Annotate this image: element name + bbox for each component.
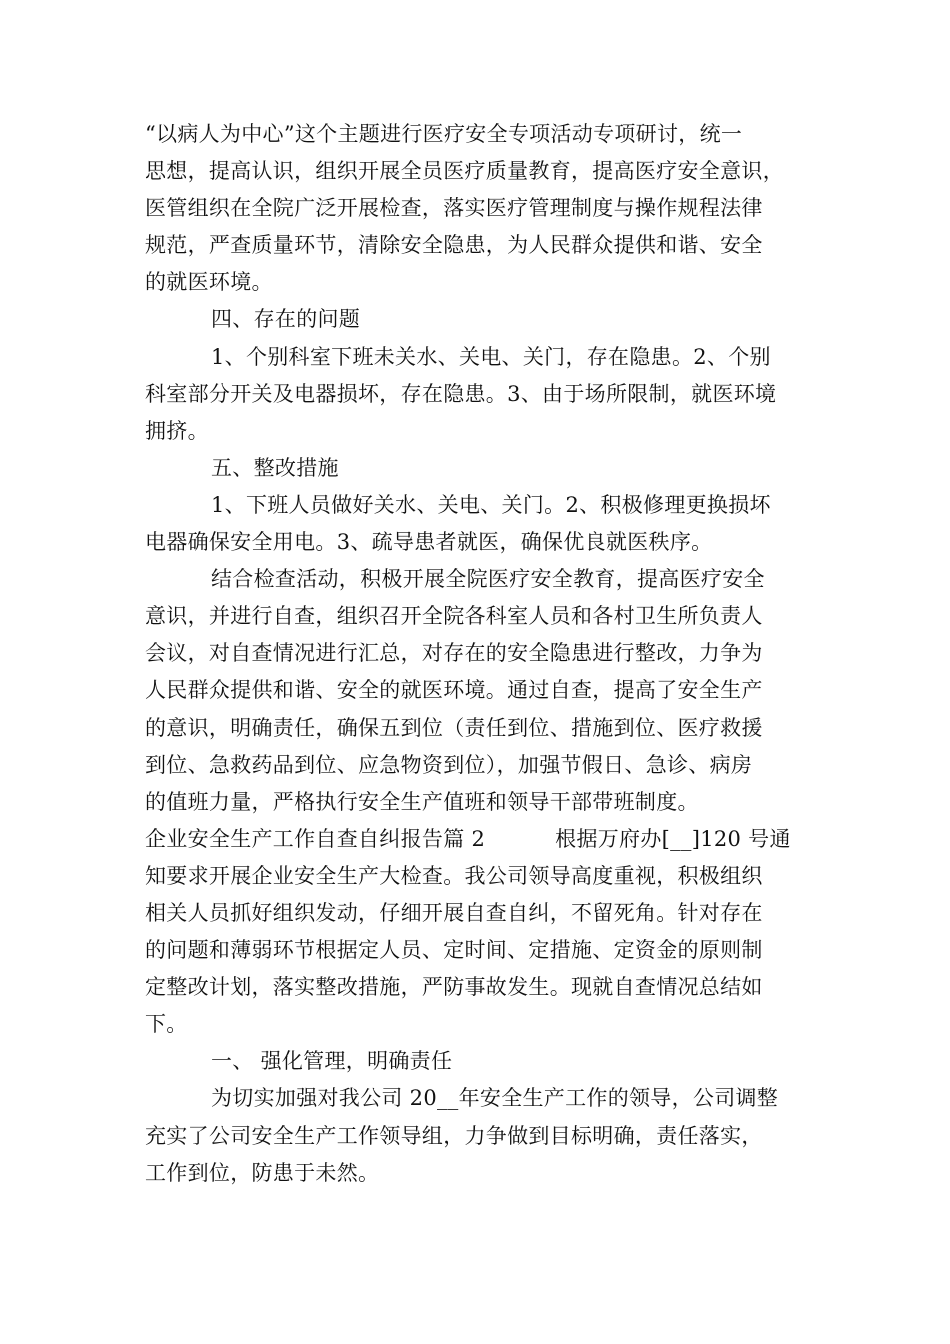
paragraph-line: 知要求开展企业安全生产大检查。我公司领导高度重视，积极组织 — [145, 863, 763, 888]
paragraph-line: 会议，对自查情况进行汇总，对存在的安全隐患进行整改，力争为 — [145, 641, 763, 666]
document-page — [145, 116, 825, 1192]
report-title: 企业安全生产工作自查自纠报告篇 2 — [145, 826, 486, 851]
paragraph-line: 的问题和薄弱环节根据定人员、定时间、定措施、定资金的原则制 — [145, 938, 763, 963]
paragraph-line: 的意识，明确责任，确保五到位（责任到位、措施到位、医疗救援 — [145, 715, 763, 740]
paragraph-line: 定整改计划，落实整改措施，严防事故发生。现就自查情况总结如 — [145, 975, 763, 1000]
paragraph-line: 科室部分开关及电器损坏，存在隐患。3、由于场所限制，就医环境 — [145, 381, 777, 406]
section-heading: 五、整改措施 — [211, 455, 339, 480]
report-title-line — [145, 821, 825, 858]
paragraph-line: 电器确保安全用电。3、疏导患者就医，确保优良就医秩序。 — [145, 530, 713, 555]
paragraph-line: “以病人为中心”这个主题进行医疗安全专项活动专项研讨，统一 — [145, 122, 743, 146]
paragraph-line: 为切实加强对我公司 20__年安全生产工作的领导，公司调整 — [211, 1086, 779, 1111]
paragraph-line: 1、下班人员做好关水、关电、关门。2、积极修理更换损坏 — [211, 492, 771, 517]
section-heading: 四、存在的问题 — [211, 307, 361, 332]
paragraph-line: 意识，并进行自查，组织召开全院各科室人员和各村卫生所负责人 — [145, 604, 763, 629]
paragraph-line: 下。 — [145, 1012, 188, 1037]
paragraph-line: 1、个别科室下班未关水、关电、关门，存在隐患。2、个别 — [211, 344, 771, 369]
paragraph-line: 工作到位，防患于未然。 — [145, 1160, 380, 1185]
section-heading: 一、 强化管理，明确责任 — [211, 1049, 453, 1074]
paragraph-line: 相关人员抓好组织发动，仔细开展自查自纠，不留死角。针对存在 — [145, 900, 763, 925]
paragraph-line: 的就医环境。 — [145, 270, 273, 295]
paragraph-line: 拥挤。 — [145, 418, 209, 443]
paragraph-line: 结合检查活动，积极开展全院医疗安全教育，提高医疗安全 — [211, 567, 765, 592]
report-intro-start: 根据万府办[__]120 号通 — [555, 826, 791, 851]
paragraph-line: 的值班力量，严格执行安全生产值班和领导干部带班制度。 — [145, 789, 699, 814]
paragraph-line: 人民群众提供和谐、安全的就医环境。通过自查，提高了安全生产 — [145, 678, 763, 703]
paragraph-line: 思想，提高认识，组织开展全员医疗质量教育，提高医疗安全意识， — [145, 159, 784, 184]
paragraph-line: 到位、急救药品到位、应急物资到位），加强节假日、急诊、病房 — [145, 752, 753, 777]
paragraph-line: 充实了公司安全生产工作领导组，力争做到目标明确，责任落实， — [145, 1123, 763, 1148]
paragraph-line: 规范，严查质量环节，清除安全隐患，为人民群众提供和谐、安全 — [145, 233, 763, 258]
paragraph-line: 医管组织在全院广泛开展检查，落实医疗管理制度与操作规程法律 — [145, 196, 763, 221]
